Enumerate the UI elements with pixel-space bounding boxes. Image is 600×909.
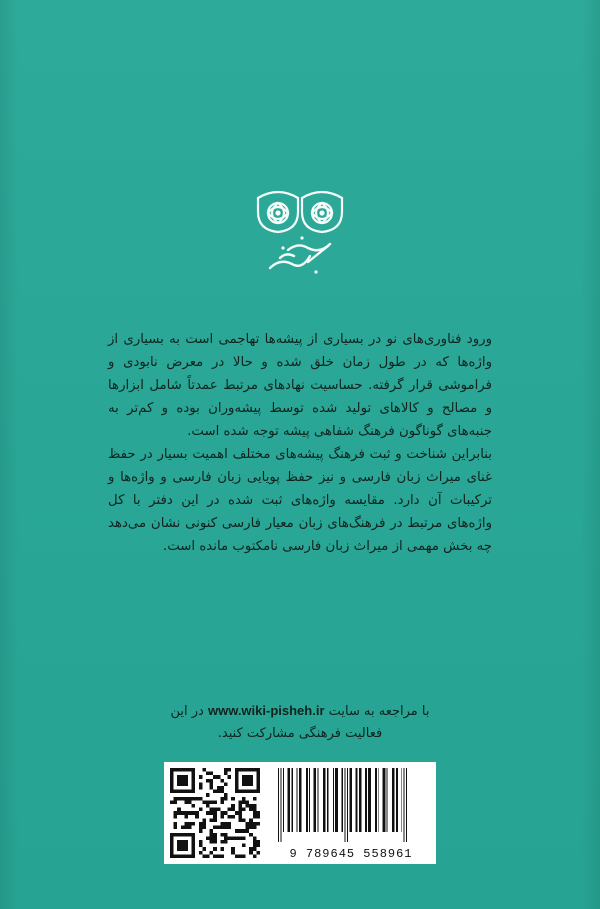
barcode-bar — [368, 768, 371, 832]
barcode-bar — [287, 768, 290, 832]
qr-module — [220, 840, 224, 844]
blurb-paragraph: ورود فناوری‌های نو در بسیاری از پیشه‌ها تهاجمی است به بسیاری از واژه‌ها که در طول زمان خلق شده و حالا در معرض نابودی و فراموشی قرار گرفته. حساسیت نهادهای مرتبط عمدتاً شامل ابزارها و مصالح و کالاهای تولید شده توسط پیشه‌وران بوده و کم‌تر به جنبه‌های گوناگون فرهنگ شفاهی پیشه توجه شده است. — [108, 332, 492, 439]
qr-module — [217, 854, 221, 858]
qr-module — [206, 793, 210, 797]
qr-module — [235, 836, 239, 840]
qr-module — [199, 808, 203, 812]
qr-module — [246, 826, 250, 830]
qr-module — [199, 829, 203, 833]
barcode-bar — [299, 768, 302, 832]
barcode-bar — [297, 768, 298, 832]
qr-module — [202, 768, 206, 772]
qr-module — [224, 840, 228, 844]
qr-module — [253, 797, 257, 801]
qr-module — [206, 854, 210, 858]
barcode-bar — [283, 768, 284, 832]
qr-module — [242, 800, 246, 804]
qr-module — [202, 826, 206, 830]
qr-module — [224, 782, 228, 786]
website-url[interactable]: www.wiki-pisheh.ir — [207, 703, 325, 718]
qr-module — [242, 818, 246, 822]
qr-module — [184, 826, 188, 830]
qr-module — [220, 790, 224, 794]
barcode-bar — [375, 768, 377, 832]
qr-module — [174, 797, 178, 801]
qr-module — [220, 800, 224, 804]
qr-module — [220, 822, 224, 826]
qr-module — [228, 836, 232, 840]
qr-module — [177, 840, 188, 851]
barcode-bar — [333, 768, 334, 832]
qr-module — [188, 797, 192, 801]
qr-module — [213, 833, 217, 837]
qr-module — [206, 779, 210, 783]
qr-module — [228, 822, 232, 826]
qr-module — [202, 854, 206, 858]
qr-module — [174, 800, 178, 804]
qr-module — [192, 811, 196, 815]
barcode-bar — [323, 768, 326, 832]
qr-module — [188, 822, 192, 826]
qr-code-icon — [170, 768, 260, 858]
qr-module — [181, 797, 185, 801]
qr-module — [170, 800, 174, 804]
qr-module — [246, 800, 250, 804]
website-note-after: در این فعالیت فرهنگی مشارکت کنید. — [170, 704, 383, 741]
qr-module — [246, 829, 250, 833]
qr-module — [220, 797, 224, 801]
cover-edge-right — [582, 0, 600, 909]
qr-module — [249, 804, 253, 808]
qr-module — [231, 815, 235, 819]
qr-module — [249, 826, 253, 830]
qr-module — [238, 815, 242, 819]
qr-module — [224, 772, 228, 776]
qr-module — [213, 847, 217, 851]
qr-module — [202, 847, 206, 851]
qr-module — [199, 844, 203, 848]
barcode-bar — [396, 768, 398, 832]
website-note-before: با مراجعه به سایت — [324, 704, 430, 719]
qr-module — [256, 811, 260, 815]
qr-module — [249, 851, 253, 855]
qr-module — [220, 833, 224, 837]
qr-module — [213, 811, 217, 815]
qr-module — [253, 847, 257, 851]
barcode-bar — [356, 768, 358, 832]
qr-module — [210, 800, 214, 804]
qr-module — [224, 833, 228, 837]
qr-module — [206, 772, 210, 776]
qr-module — [213, 815, 217, 819]
barcode-bar — [406, 768, 407, 842]
qr-module — [199, 822, 203, 826]
qr-module — [202, 818, 206, 822]
qr-module — [242, 797, 246, 801]
qr-module — [249, 808, 253, 812]
qr-module — [238, 836, 242, 840]
qr-module — [217, 775, 221, 779]
qr-module — [174, 822, 178, 826]
qr-module — [210, 829, 214, 833]
qr-module — [184, 797, 188, 801]
qr-module — [220, 826, 224, 830]
barcode-bar — [347, 768, 348, 842]
qr-module — [224, 826, 228, 830]
qr-module — [256, 840, 260, 844]
qr-module — [228, 808, 232, 812]
qr-module — [192, 804, 196, 808]
qr-module — [174, 826, 178, 830]
qr-module — [231, 836, 235, 840]
barcode-bar — [404, 768, 405, 842]
isbn-barcode — [266, 762, 436, 864]
qr-module — [235, 811, 239, 815]
qr-module — [228, 815, 232, 819]
qr-module — [228, 775, 232, 779]
qr-module — [242, 836, 246, 840]
qr-module — [220, 815, 224, 819]
qr-module — [206, 800, 210, 804]
qr-module — [188, 811, 192, 815]
qr-module — [253, 844, 257, 848]
qr-module — [195, 811, 199, 815]
qr-module — [177, 797, 181, 801]
qr-module — [249, 833, 253, 837]
qr-module — [235, 854, 239, 858]
qr-module — [242, 854, 246, 858]
qr-module — [192, 797, 196, 801]
qr-module — [220, 786, 224, 790]
qr-module — [242, 829, 246, 833]
barcode-bar — [306, 768, 308, 832]
qr-module — [213, 840, 217, 844]
qr-module — [242, 808, 246, 812]
qr-module — [253, 804, 257, 808]
qr-module — [181, 811, 185, 815]
isbn-digits: 9 789645 558961 — [289, 847, 413, 861]
qr-module — [256, 851, 260, 855]
qr-module — [238, 829, 242, 833]
qr-module — [224, 811, 228, 815]
qr-module — [210, 818, 214, 822]
qr-module — [213, 775, 217, 779]
qr-module — [213, 836, 217, 840]
barcode-bar — [278, 768, 279, 842]
barcode-bar — [350, 768, 353, 832]
qr-module — [206, 811, 210, 815]
qr-module — [249, 847, 253, 851]
qr-code — [164, 762, 266, 864]
qr-module — [253, 826, 257, 830]
qr-module — [199, 786, 203, 790]
barcode-bar — [335, 768, 338, 832]
qr-module — [253, 815, 257, 819]
back-cover-blurb — [108, 328, 492, 558]
qr-module — [249, 818, 253, 822]
qr-module — [213, 800, 217, 804]
qr-module — [231, 808, 235, 812]
qr-module — [195, 797, 199, 801]
qr-module — [181, 826, 185, 830]
barcode-bar — [318, 768, 319, 832]
qr-module — [246, 804, 250, 808]
qr-module — [238, 804, 242, 808]
qr-module — [224, 768, 228, 772]
qr-module — [177, 808, 181, 812]
qr-module — [184, 822, 188, 826]
barcode-icon — [274, 768, 428, 842]
qr-module — [210, 811, 214, 815]
double-rosette-logo-icon — [250, 188, 350, 278]
barcode-bar — [387, 768, 388, 832]
qr-module — [188, 800, 192, 804]
barcode-bar — [365, 768, 367, 832]
qr-module — [202, 800, 206, 804]
qr-module — [253, 854, 257, 858]
qr-module — [242, 844, 246, 848]
qr-module — [199, 851, 203, 855]
barcode-bar — [378, 768, 379, 832]
qr-module — [184, 800, 188, 804]
qr-module — [220, 779, 224, 783]
qr-module — [228, 768, 232, 772]
qr-module — [220, 811, 224, 815]
qr-module — [238, 800, 242, 804]
qr-module — [210, 833, 214, 837]
publisher-logo — [250, 188, 350, 278]
barcode-bar — [327, 768, 329, 832]
barcode-bar — [392, 768, 395, 832]
barcode-bar — [291, 768, 293, 832]
qr-module — [213, 826, 217, 830]
qr-module — [217, 808, 221, 812]
qr-module — [199, 840, 203, 844]
qr-module — [192, 822, 196, 826]
qr-module — [256, 815, 260, 819]
qr-module — [213, 790, 217, 794]
qr-module — [202, 822, 206, 826]
qr-module — [231, 851, 235, 855]
qr-module — [210, 782, 214, 786]
qr-module — [213, 818, 217, 822]
qr-module — [188, 826, 192, 830]
qr-module — [231, 804, 235, 808]
barcode-bar — [383, 768, 386, 832]
qr-module — [210, 836, 214, 840]
barcode-bar — [359, 768, 362, 832]
qr-module — [253, 840, 257, 844]
barcode-bar — [341, 768, 343, 832]
barcode-bar — [280, 768, 281, 842]
qr-module — [206, 804, 210, 808]
cover-edge-left — [0, 0, 18, 909]
qr-module — [224, 822, 228, 826]
qr-module — [174, 815, 178, 819]
barcode-bar — [314, 768, 317, 832]
qr-module — [217, 790, 221, 794]
qr-module — [242, 775, 253, 786]
qr-module — [253, 811, 257, 815]
qr-module — [249, 822, 253, 826]
qr-module — [246, 822, 250, 826]
qr-module — [224, 797, 228, 801]
qr-module — [210, 779, 214, 783]
qr-module — [184, 811, 188, 815]
blurb-paragraph: بنابراین شناخت و ثبت فرهنگ پیشه‌های مختلف اهمیت بسیار در حفظ غنای میراث زبان فارسی و نیز حفظ پویایی زبان فارسی و واژه‌ها و ترکیبات آن دارد. مقایسه واژه‌های ثبت شده در این دفتر با کل واژه‌های مرتبط در فرهنگ‌های زبان معیار فارسی کنونی نشان می‌دهد چه بخش مهمی از میراث زبان فارسی نامکتوب مانده است. — [108, 447, 492, 554]
qr-module — [199, 826, 203, 830]
barcode-bar — [309, 768, 310, 832]
qr-module — [217, 826, 221, 830]
qr-module — [199, 775, 203, 779]
qr-module — [213, 808, 217, 812]
qr-module — [253, 836, 257, 840]
qr-module — [238, 818, 242, 822]
qr-module — [231, 847, 235, 851]
qr-module — [224, 793, 228, 797]
qr-module — [256, 844, 260, 848]
qr-module — [199, 782, 203, 786]
website-note — [150, 700, 450, 745]
qr-module — [177, 775, 188, 786]
qr-module — [253, 822, 257, 826]
qr-module — [177, 811, 181, 815]
qr-module — [210, 786, 214, 790]
qr-module — [210, 851, 214, 855]
qr-module — [220, 847, 224, 851]
qr-module — [195, 815, 199, 819]
qr-module — [210, 772, 214, 776]
qr-module — [213, 854, 217, 858]
qr-module — [217, 786, 221, 790]
qr-module — [256, 822, 260, 826]
qr-module — [224, 836, 228, 840]
qr-module — [253, 808, 257, 812]
qr-module — [228, 826, 232, 830]
qr-module — [238, 811, 242, 815]
qr-module — [210, 808, 214, 812]
qr-module — [199, 797, 203, 801]
qr-module — [238, 808, 242, 812]
qr-module — [210, 840, 214, 844]
qr-module — [235, 829, 239, 833]
qr-module — [184, 815, 188, 819]
barcode-bar — [345, 768, 346, 842]
qr-module — [231, 797, 235, 801]
qr-module — [220, 854, 224, 858]
barcode-bar — [401, 768, 402, 832]
qr-module — [174, 811, 178, 815]
qr-module — [206, 836, 210, 840]
qr-module — [238, 854, 242, 858]
